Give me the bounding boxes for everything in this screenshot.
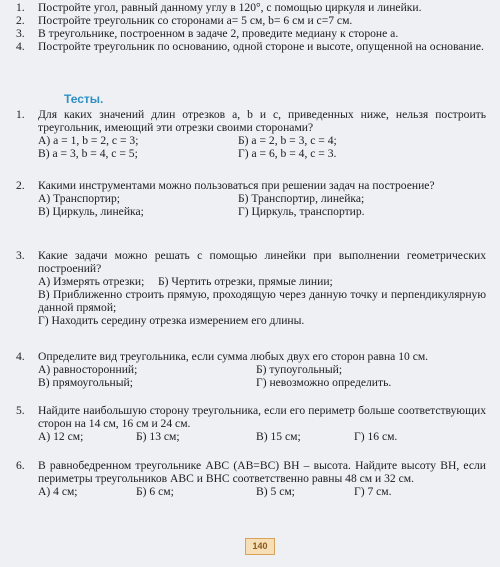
task-number: 4. xyxy=(16,40,25,53)
answer-option-g[interactable]: Г) невозможно определить. xyxy=(256,376,392,389)
test-question-1 xyxy=(16,108,486,160)
question-text: Найдите наибольшую сторону треугольника, если его периметр больше соответствующих сторон на 14 см, 16 см и 24 см. xyxy=(38,404,486,430)
question-number: 1. xyxy=(16,108,25,121)
answer-options xyxy=(38,363,486,389)
answer-option-b[interactable]: Б) Чертить отрезки, прямые линии; xyxy=(158,275,333,288)
answer-option-v[interactable]: В) Циркуль, линейка; xyxy=(38,205,144,218)
tests-heading: Тесты. xyxy=(64,92,104,106)
answer-option-g[interactable]: Г) 16 см. xyxy=(354,430,398,443)
question-text: Какими инструментами можно пользоваться при решении задач на построение? xyxy=(38,179,435,192)
question-number: 2. xyxy=(16,179,25,192)
answer-option-v[interactable]: В) 5 см; xyxy=(256,485,295,498)
test-question-5 xyxy=(16,404,486,443)
answer-option-a[interactable]: А) 4 см; xyxy=(38,485,78,498)
task-text: Постройте угол, равный данному углу в 120°, с помощью циркуля и линейки. xyxy=(38,1,422,14)
test-question-3 xyxy=(16,249,486,327)
task-text: Постройте треугольник со сторонами a= 5 см, b= 6 см и c=7 см. xyxy=(38,14,353,27)
answer-options xyxy=(38,134,486,160)
task-number: 2. xyxy=(16,14,25,27)
question-text: Определите вид треугольника, если сумма любых двух его сторон равна 10 см. xyxy=(38,350,429,363)
answer-options xyxy=(38,275,486,327)
task-text: Постройте треугольник по основанию, одной стороне и высоте, опущенной на основание. xyxy=(38,40,484,53)
answer-option-a[interactable]: А) Измерять отрезки; xyxy=(38,275,145,288)
task-text: В треугольнике, построенном в задаче 2, проведите медиану к стороне a. xyxy=(38,27,399,40)
question-number: 6. xyxy=(16,459,25,472)
question-number: 4. xyxy=(16,350,25,363)
answer-option-b[interactable]: Б) 13 см; xyxy=(136,430,180,443)
question-text: Какие задачи можно решать с помощью линейки при выполнении геометрических построений? xyxy=(38,249,486,275)
task-item xyxy=(16,1,486,14)
task-item xyxy=(16,14,486,27)
answer-option-b[interactable]: Б) a = 2, b = 3, c = 4; xyxy=(238,134,337,147)
answer-option-b[interactable]: Б) Транспортир, линейка; xyxy=(238,192,365,205)
answer-options xyxy=(38,192,486,218)
task-number: 3. xyxy=(16,27,25,40)
answer-option-a[interactable]: А) равносторонний; xyxy=(38,363,138,376)
answer-option-v[interactable]: В) прямоугольный; xyxy=(38,376,133,389)
task-number: 1. xyxy=(16,1,25,14)
question-text: Для каких значений длин отрезков a, b и c, приведенных ниже, нельзя построить треугольник, имеющий эти отрезки своими сторонами? xyxy=(38,108,486,134)
test-question-2 xyxy=(16,179,486,218)
answer-option-g[interactable]: Г) a = 6, b = 4, c = 3. xyxy=(238,147,337,160)
answer-option-g[interactable]: Г) Циркуль, транспортир. xyxy=(238,205,365,218)
page-number-badge: 140 xyxy=(245,538,275,555)
question-number: 3. xyxy=(16,249,25,262)
task-item xyxy=(16,27,486,40)
task-item xyxy=(16,40,486,53)
answer-option-v[interactable]: В) a = 3, b = 4, c = 5; xyxy=(38,147,138,160)
answer-option-g[interactable]: Г) Находить середину отрезка измерением его длины. xyxy=(38,314,305,327)
answer-options xyxy=(38,485,486,498)
answer-option-b[interactable]: Б) 6 см; xyxy=(136,485,174,498)
question-text: В равнобедренном треугольнике ABC (AB=BC) BH – высота. Найдите высоту BH, если периметры треугольников ABC и BHC соответственно равны 48 см и 32 см. xyxy=(38,459,486,485)
test-question-6 xyxy=(16,459,486,498)
answer-option-a[interactable]: А) 12 см; xyxy=(38,430,84,443)
answer-option-g[interactable]: Г) 7 см. xyxy=(354,485,392,498)
answer-option-a[interactable]: А) Транспортир; xyxy=(38,192,120,205)
answer-options xyxy=(38,430,486,443)
answer-option-b[interactable]: Б) тупоугольный; xyxy=(256,363,343,376)
test-question-4 xyxy=(16,350,486,389)
answer-option-v[interactable]: В) 15 см; xyxy=(256,430,301,443)
question-number: 5. xyxy=(16,404,25,417)
task-list xyxy=(16,1,486,53)
answer-option-a[interactable]: А) a = 1, b = 2, c = 3; xyxy=(38,134,139,147)
answer-option-v[interactable]: В) Приближенно строить прямую, проходящую через данную точку и перпендикулярную данной прямой; xyxy=(38,288,486,314)
